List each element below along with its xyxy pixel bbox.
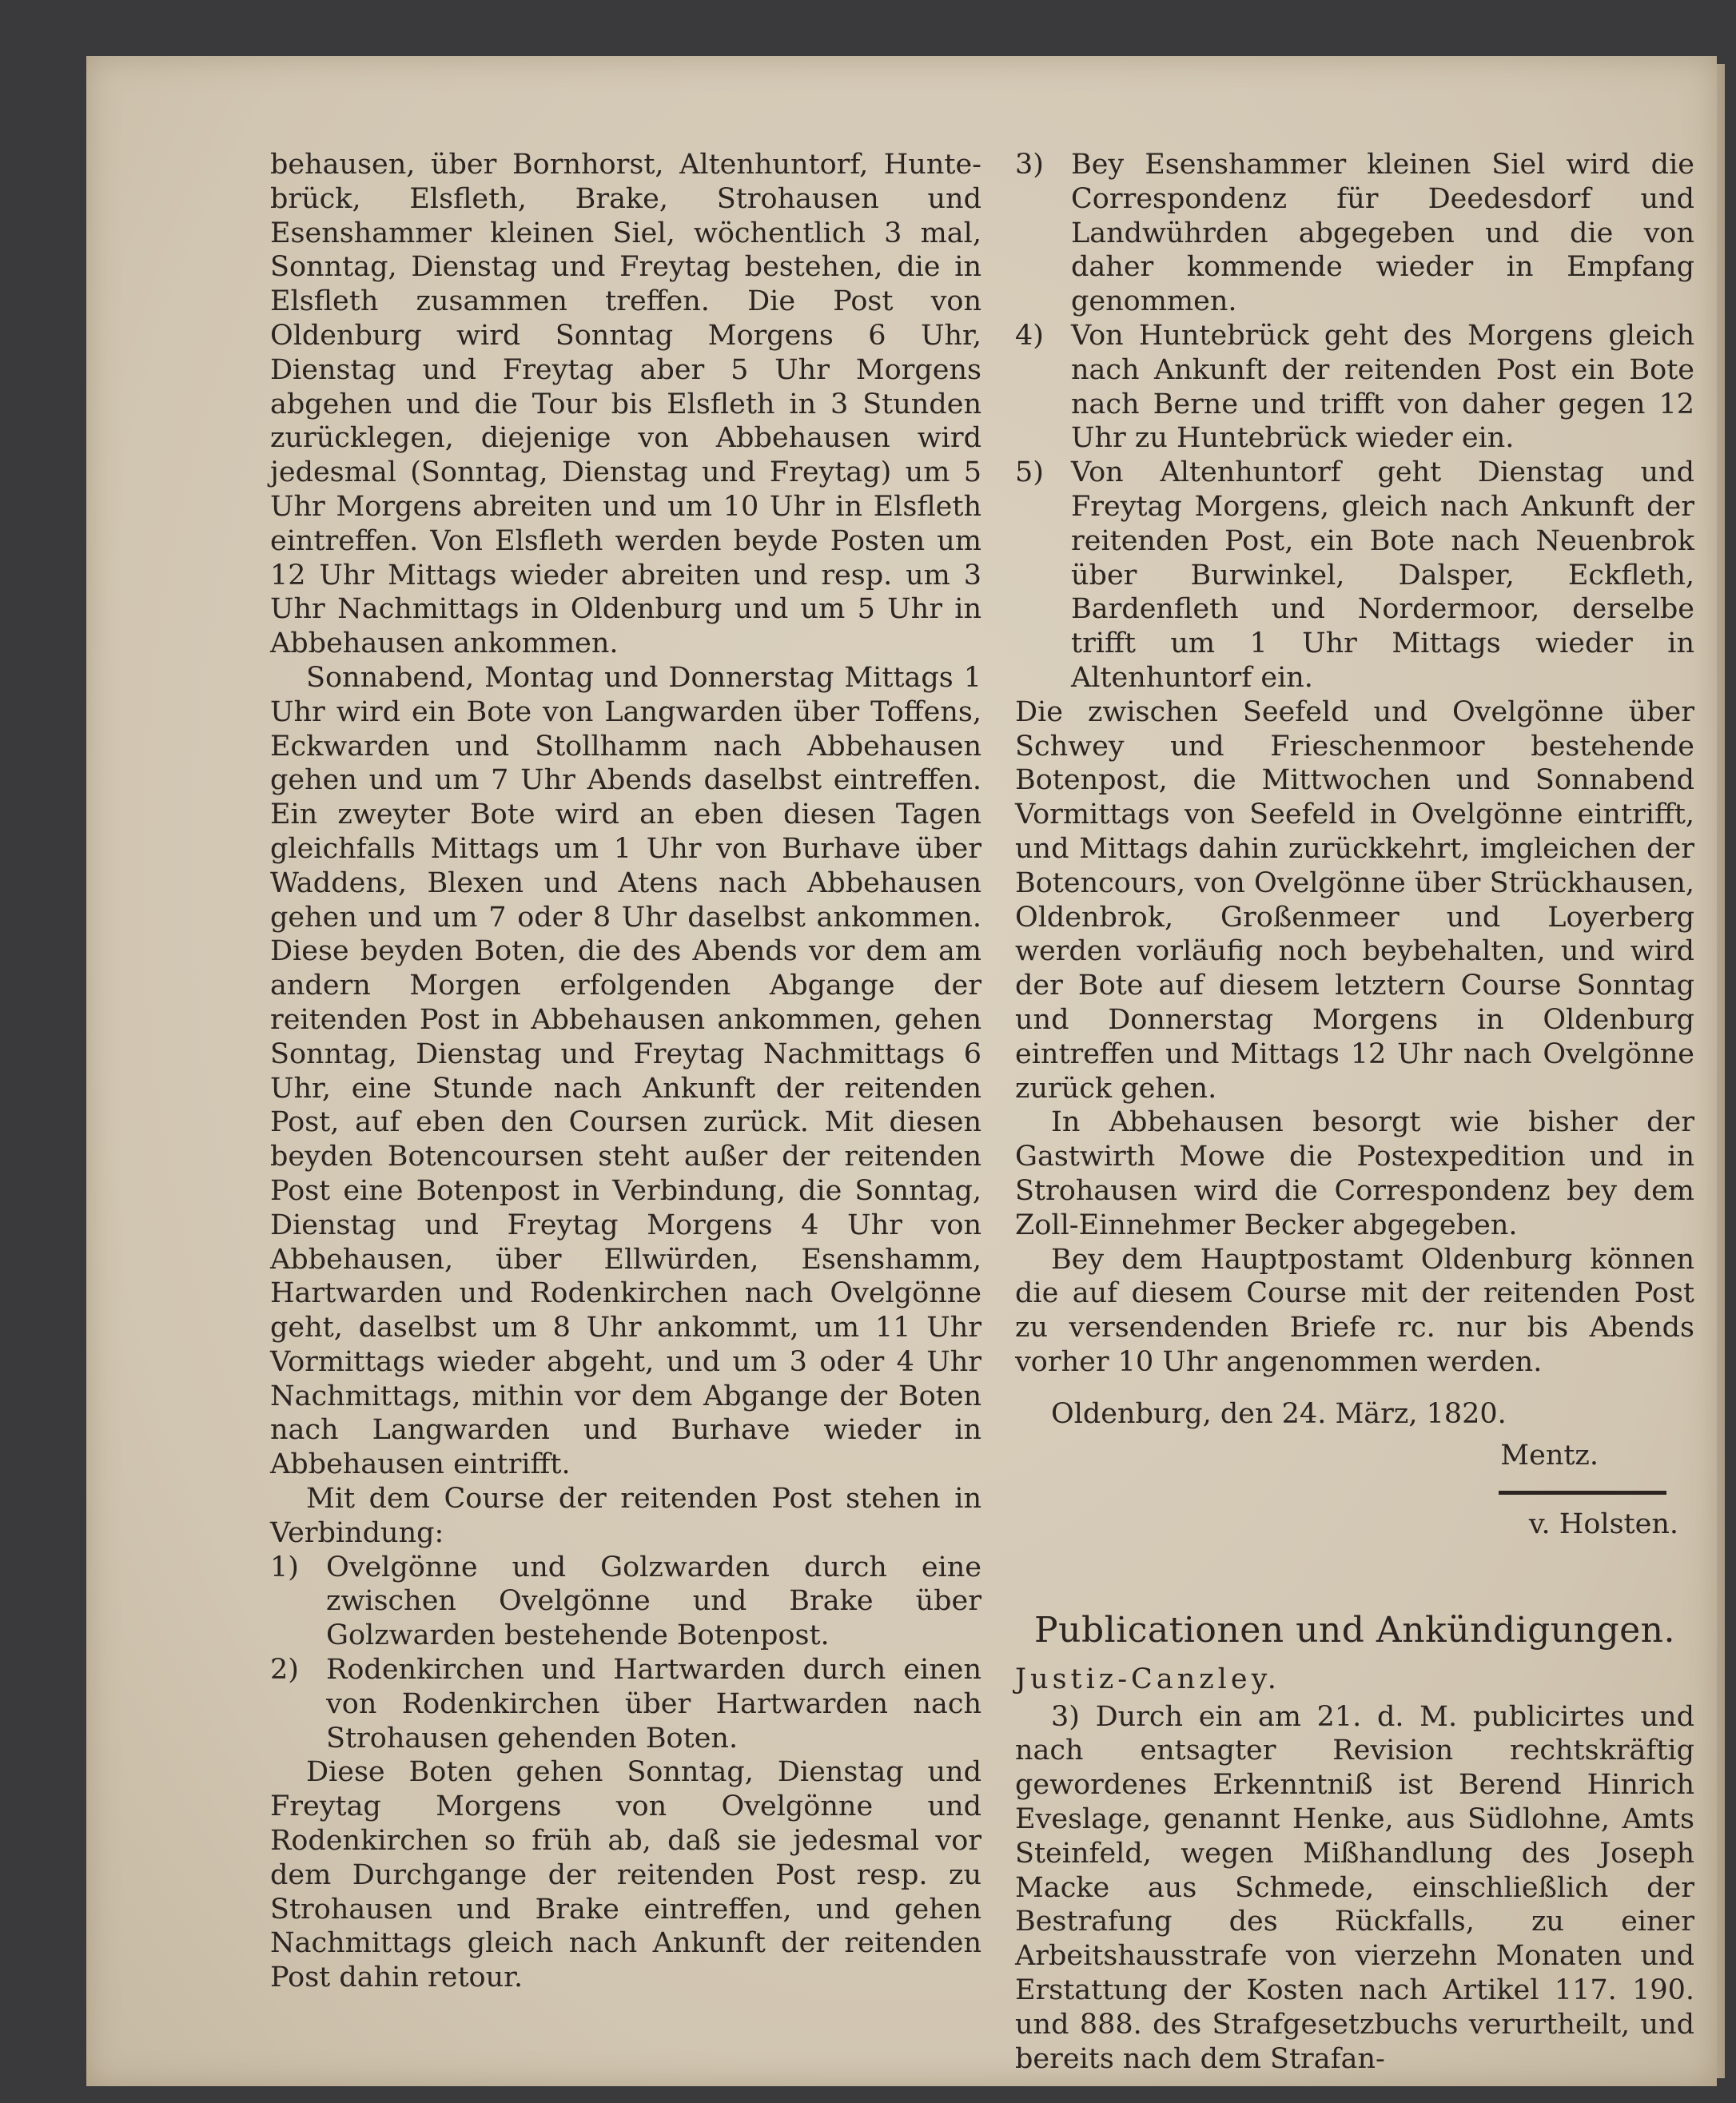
signature-mentz: Mentz.	[1500, 1440, 1599, 1472]
section-subheading: Justiz-Canzley.	[1015, 1663, 1280, 1695]
section-heading: Publicationen und Ankündigungen.	[1034, 1610, 1675, 1651]
list-item-2	[270, 1653, 981, 1755]
paragraph-post-schedule: behausen, über Bornhorst, Altenhuntorf, Hunte-brück, Elsfleth, Brake, Strohausen und Esenshammer kleinen Siel, wöchentlich 3 mal, Sonntag, Dienstag und Freytag bestehen, die in Elsfleth zusammen treffen. Die Post von Oldenburg wird Sonntag Morgens 6 Uhr, Dienstag und Freytag aber 5 Uhr Morgens abgehen und die Tour bis Elsfleth in 3 Stunden zurücklegen, diejenige von Abbehausen wird jedesmal (Sonntag, Dienstag und Freytag) um 5 Uhr Morgens abreiten und um 10 Uhr in Elsfleth eintreffen. Von Elsfleth werden beyde Posten um 12 Uhr Mittags wieder abreiten und resp. um 3 Uhr Nachmittags in Oldenburg und um 5 Uhr in Abbehausen ankommen.	[270, 149, 981, 660]
list-text: Ovelgönne und Golzwarden durch eine zwischen Ovelgönne und Brake über Golzwarden bestehende Botenpost.	[326, 1551, 981, 1652]
list-text: Von Altenhuntorf geht Dienstag und Freytag Morgens, gleich nach Ankunft der reitenden Post, ein Bote nach Neuenbrok über Burwinkel, Dalsper, Eckfleth, Bardenfleth und Nordermoor, derselbe trifft um 1 Uhr Mittags wieder in Altenhuntorf ein.	[1071, 456, 1694, 694]
paragraph-boten: Sonnabend, Montag und Donnerstag Mittags 1 Uhr wird ein Bote von Langwarden über Toffens, Eckwarden und Stollhamm nach Abbehausen gehen und um 7 Uhr Abends daselbst eintreffen. Ein zweyter Bote wird an eben diesen Tagen gleichfalls Mittags um 1 Uhr von Burhave über Waddens, Blexen und Atens nach Abbehausen gehen und um 7 oder 8 Uhr daselbst ankommen. Diese beyden Boten, die des Abends vor dem am andern Morgen erfolgenden Abgange der reitenden Post in Abbehausen ankommen, gehen Sonntag, Dienstag und Freytag Nachmittags 6 Uhr, eine Stunde nach Ankunft der reitenden Post, auf eben den Coursen zurück. Mit diesen beyden Botencoursen steht außer der reitenden Post eine Botenpost in Verbindung, die Sonntag, Dienstag und Freytag Morgens 4 Uhr von Abbehausen, über Ellwürden, Esenshamm, Hartwarden und Rodenkirchen nach Ovelgönne geht, daselbst um 8 Uhr ankommt, um 11 Uhr Vormittags wieder abgeht, und um 3 oder 4 Uhr Nachmittags, mithin vor dem Abgange der Boten nach Langwarden und Burhave wieder in Abbehausen eintrifft.	[270, 661, 981, 1481]
dateline: Oldenburg, den 24. März, 1820.	[1051, 1397, 1507, 1430]
list-number: 1)	[270, 1551, 299, 1583]
paragraph-diese-boten: Diese Boten gehen Sonntag, Dienstag und Freytag Morgens von Ovelgönne und Rodenkirchen so früh ab, daß sie jedesmal vor dem Durchgange der reitenden Post resp. zu Strohausen und Brake eintreffen, und gehen Nachmittags gleich nach Ankunft der reitenden Post dahin retour.	[270, 1756, 981, 1994]
paragraph-abbehausen: In Abbehausen besorgt wie bisher der Gastwirth Mowe die Postexpedition und in Strohausen wird die Correspondenz bey dem Zoll-Einnehmer Becker abgegeben.	[1015, 1106, 1694, 1241]
paragraph-hauptpostamt: Bey dem Hauptpostamt Oldenburg können die auf diesem Course mit der reitenden Post zu versendenden Briefe rc. nur bis Abends vorher 10 Uhr angenommen werden.	[1015, 1243, 1694, 1378]
left-column	[270, 148, 981, 1995]
paragraph-verbindung: Mit dem Course der reitenden Post stehen in Verbindung:	[270, 1483, 981, 1549]
list-item-1	[270, 1551, 981, 1653]
list-item-4	[1015, 319, 1694, 456]
signature-rule	[1499, 1491, 1666, 1495]
list-text: Von Huntebrück geht des Morgens gleich nach Ankunft der reitenden Post ein Bote nach Berne und trifft von daher gegen 12 Uhr zu Huntebrück wieder ein.	[1071, 319, 1694, 455]
list-number: 3)	[1015, 149, 1044, 181]
signature-holsten: v. Holsten.	[1528, 1508, 1678, 1541]
right-column	[1015, 148, 1694, 2076]
list-text: Bey Esenshammer kleinen Siel wird die Correspondenz für Deedesdorf und Landwührden abgegeben und die von daher kommende wieder in Empfang genommen.	[1071, 149, 1694, 318]
list-text: Rodenkirchen und Hartwarden durch einen von Rodenkirchen über Hartwarden nach Strohausen gehenden Boten.	[326, 1654, 981, 1754]
list-number: 5)	[1015, 456, 1044, 489]
paragraph-justiz: 3) Durch ein am 21. d. M. publicirtes und nach entsagter Revision rechtskräftig gewordenes Erkenntniß ist Berend Hinrich Eveslage, genannt Henke, aus Südlohne, Amts Steinfeld, wegen Mißhandlung des Joseph Macke aus Schmede, einschließlich der Bestrafung des Rückfalls, zu einer Arbeitshausstrafe von vierzehn Monaten und Erstattung der Kosten nach Artikel 117. 190. und 888. des Strafgesetzbuchs verurtheilt, und bereits nach dem Strafan-	[1015, 1700, 1694, 2075]
list-item-3	[1015, 148, 1694, 319]
list-number: 2)	[270, 1654, 299, 1687]
paragraph-seefeld: Die zwischen Seefeld und Ovelgönne über Schwey und Frieschenmoor bestehende Botenpost, die Mittwochen und Sonnabend Vormittags von Seefeld in Ovelgönne eintrifft, und Mittags dahin zurückkehrt, imgleichen der Botencours, von Ovelgönne über Strückhausen, Oldenbrok, Großenmeer und Loyerberg werden vorläufig noch beybehalten, und wird der Bote auf diesem letztern Course Sonntag und Donnerstag Morgens in Oldenburg eintreffen und Mittags 12 Uhr nach Ovelgönne zurück gehen.	[1015, 695, 1694, 1105]
list-number: 4)	[1015, 319, 1044, 352]
list-item-5	[1015, 456, 1694, 695]
